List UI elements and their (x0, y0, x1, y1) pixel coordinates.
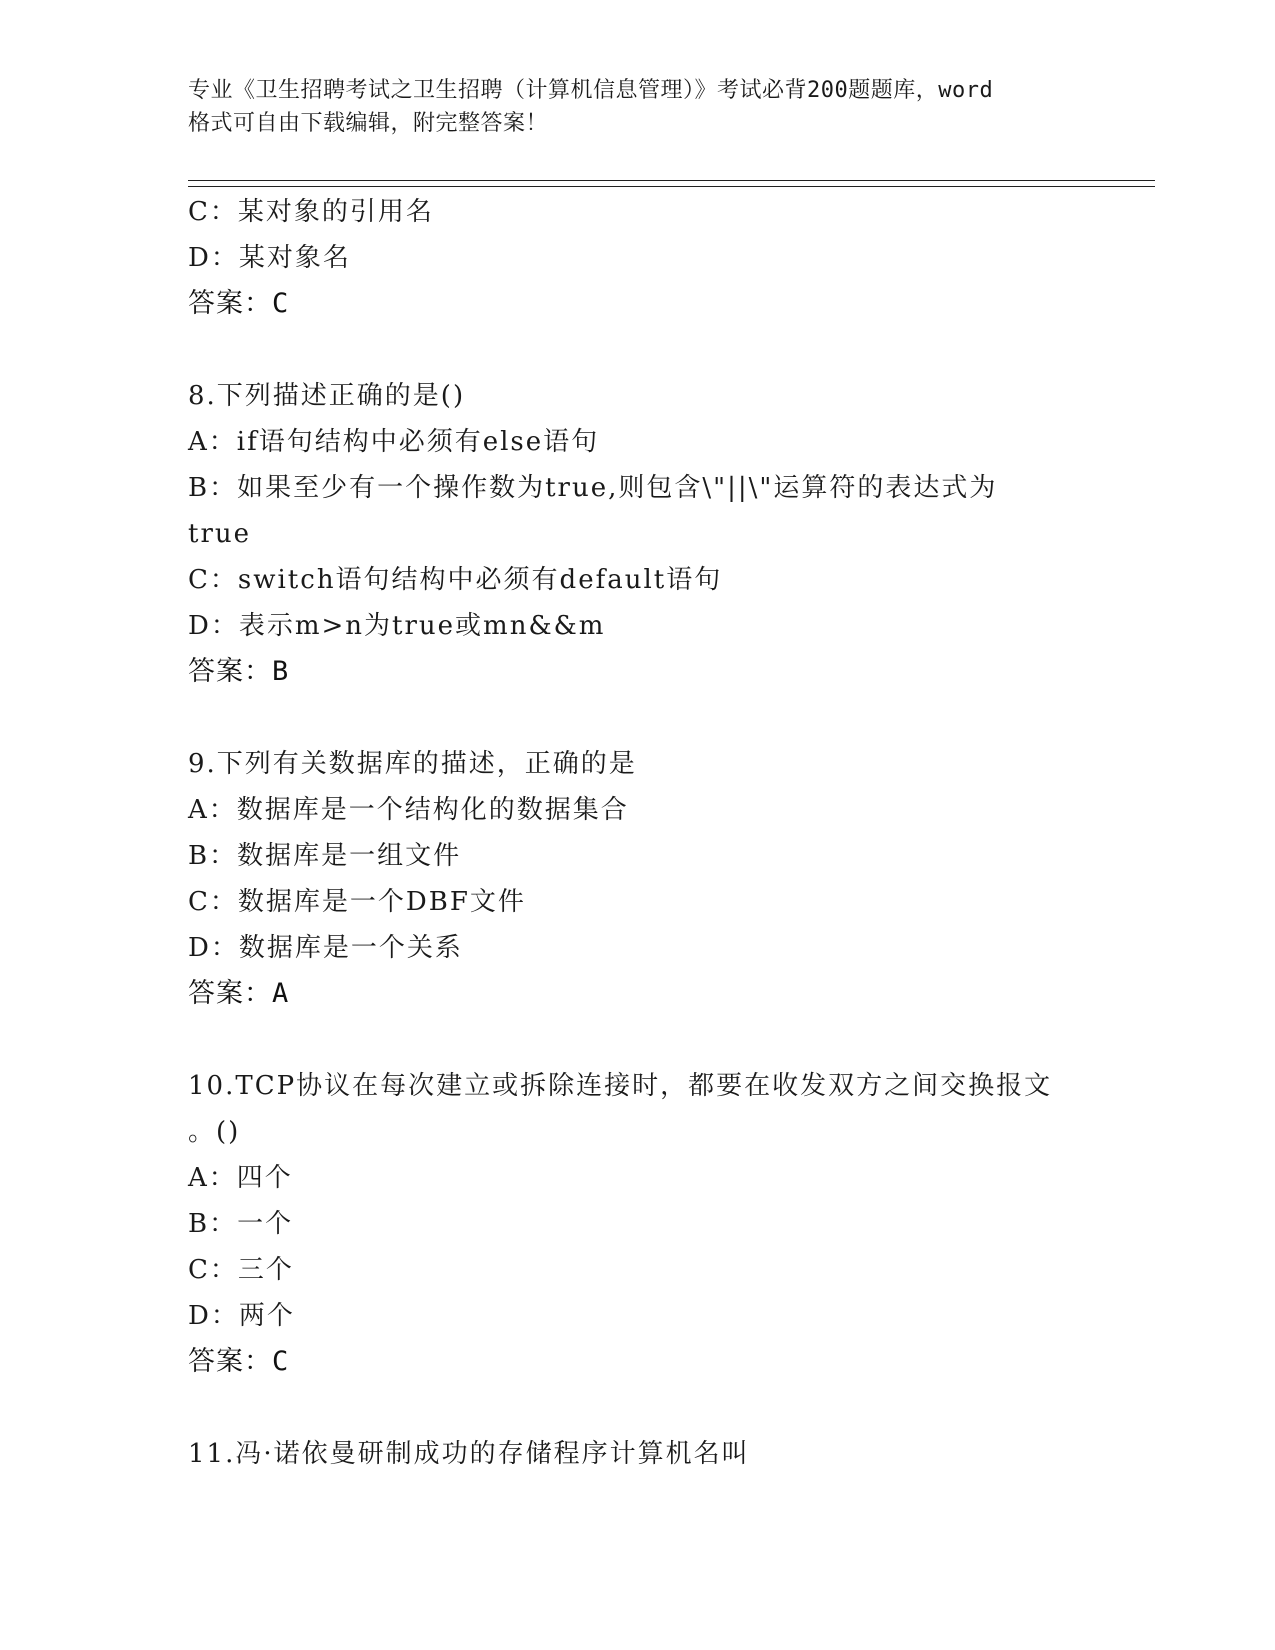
header-line-1: 专业《卫生招聘考试之卫生招聘（计算机信息管理）》考试必背200题题库，word (188, 78, 994, 103)
option-line: B：如果至少有一个操作数为true,则包含\"||\"运算符的表达式为 (188, 473, 998, 503)
answer-line: 答案：A (188, 978, 290, 1009)
block-spacer (188, 1385, 1068, 1431)
question-line: 10.TCP协议在每次建立或拆除连接时，都要在收发双方之间交换报文 (188, 1071, 1053, 1101)
option-line: A：if语句结构中必须有else语句 (188, 427, 600, 457)
option-line: D：数据库是一个关系 (188, 933, 463, 963)
document-header (188, 74, 1088, 140)
question-block (188, 189, 1068, 327)
header-line-2: 格式可自由下载编辑，附完整答案！ (188, 111, 549, 136)
question-line: 8.下列描述正确的是() (188, 381, 466, 411)
header-divider-bottom (188, 186, 1155, 187)
option-line: A：四个 (188, 1163, 293, 1193)
block-spacer (188, 327, 1068, 373)
option-line: C：某对象的引用名 (188, 197, 434, 227)
option-line-continued: true (188, 519, 252, 549)
question-line: 9.下列有关数据库的描述，正确的是 (188, 749, 637, 779)
option-line: D：某对象名 (188, 243, 351, 273)
option-line: C：三个 (188, 1255, 294, 1285)
block-spacer (188, 695, 1068, 741)
question-content (188, 189, 1068, 1477)
answer-line: 答案：C (188, 288, 290, 319)
question-block (188, 373, 1068, 695)
option-line: C：switch语句结构中必须有default语句 (188, 565, 723, 595)
answer-line: 答案：C (188, 1346, 290, 1377)
option-line: D：两个 (188, 1301, 295, 1331)
question-block (188, 741, 1068, 1017)
question-line-continued: 。() (188, 1117, 241, 1147)
option-line: C：数据库是一个DBF文件 (188, 887, 526, 917)
option-line: D：表示m>n为true或mn&&m (188, 611, 606, 641)
question-block (188, 1063, 1068, 1385)
header-divider-top (188, 180, 1155, 181)
question-line: 11.冯·诺依曼研制成功的存储程序计算机名叫 (188, 1439, 750, 1469)
option-line: A：数据库是一个结构化的数据集合 (188, 795, 629, 825)
option-line: B：一个 (188, 1209, 294, 1239)
question-block (188, 1431, 1068, 1477)
option-line: B：数据库是一组文件 (188, 841, 462, 871)
answer-line: 答案：B (188, 656, 290, 687)
block-spacer (188, 1017, 1068, 1063)
